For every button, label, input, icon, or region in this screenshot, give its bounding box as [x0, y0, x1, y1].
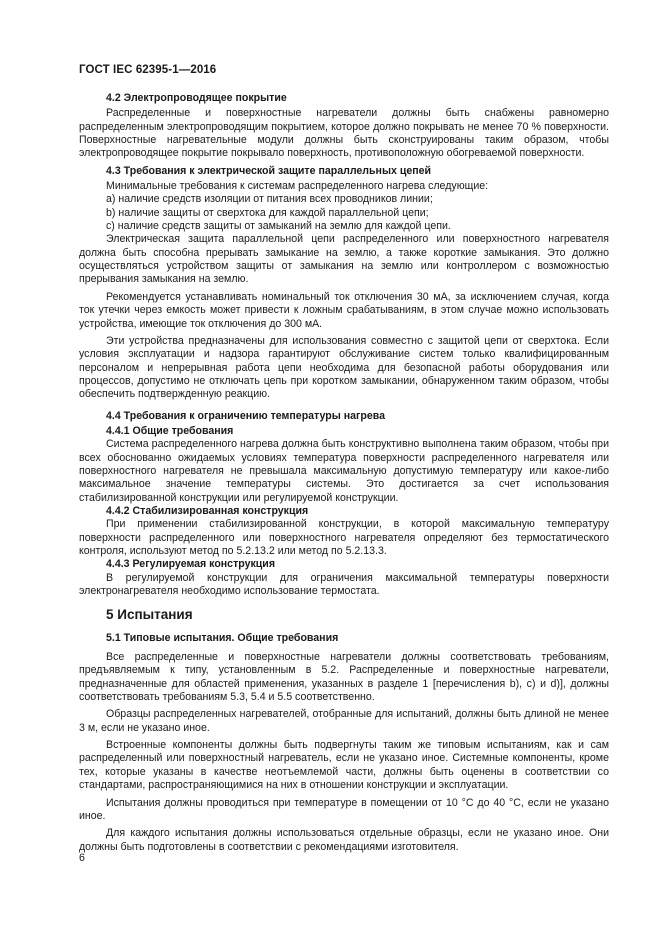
section-4-4-1-heading: 4.4.1 Общие требования: [106, 424, 234, 437]
section-4-4-3-heading: 4.4.3 Регулируемая конструкция: [106, 558, 275, 571]
section-5-1-heading: 5.1 Типовые испытания. Общие требования: [106, 631, 339, 644]
standard-designation: ГОСТ IEC 62395-1—2016: [79, 64, 217, 76]
section-4-4-3-paragraph: В регулируемой конструкции для ограничения максимальной температуры поверхности электронагревателя необходимо использование термостата.: [79, 571, 609, 598]
section-5-heading: 5 Испытания: [106, 607, 193, 623]
list-item-c: c) наличие средств защиты от замыканий на землю для каждой цепи.: [106, 220, 451, 233]
page-body: [79, 92, 609, 854]
section-4-4-heading: 4.4 Требования к ограничению температуры нагрева: [106, 409, 386, 422]
section-4-3-intro: Минимальные требования к системам распределенного нагрева следующие:: [106, 180, 489, 193]
section-5-1-paragraph-4: Испытания должны проводиться при температуре в помещении от 10 °С до 40 °С, если не указано иное.: [79, 796, 609, 822]
section-4-2-paragraph: Распределенные и поверхностные нагреватели должны быть снабжены равномерно распределенным электропроводящим покрытием, которое должно покрывать не менее 70 % поверхности. Поверхностные нагревательные модули должны быть сконструированы таким образом, чтобы электропроводящее покрытие покрывало поверхность, противоположную обогреваемой поверхности.: [79, 107, 609, 160]
section-4-4-2-heading: 4.4.2 Стабилизированная конструкция: [106, 504, 309, 517]
section-5-1-paragraph-5: Для каждого испытания должны использоваться отдельные образцы, если не указано иное. Они должны быть подготовлены в соответствии с рекомендациями изготовителя.: [79, 827, 609, 853]
section-4-3-paragraph-1: Электрическая защита параллельной цепи распределенного или поверхностного нагревателя должна быть способна прерывать замыкание на землю, а также короткие замыкания. Это должно осуществляться устройством защиты от замыкания на землю или контроллером с возможностью прерывания замыкания на землю.: [79, 233, 609, 286]
section-5-1-paragraph-1: Все распределенные и поверхностные нагреватели должны соответствовать требованиям, предъявляемым к типу, установленным в 5.2. Распределенные и поверхностные нагреватели, предназначенные для областей применения, указанных в разделе 1 [перечисления b), c) и d)], должны соответствовать требованиям 5.3, 5.4 и 5.5 соответственно.: [79, 651, 609, 704]
section-4-4-2-paragraph: При применении стабилизированной конструкции, в которой максимальную температуру поверхности распределенного или поверхностного нагревателя определяют без термостатического контроля, используют метод по 5.2.13.2 или метод по 5.2.13.3.: [79, 518, 609, 557]
list-item-b: b) наличие защиты от сверхтока для каждой параллельной цепи;: [106, 206, 429, 219]
section-4-3-paragraph-2: Рекомендуется устанавливать номинальный ток отключения 30 мА, за исключением случая, когда ток утечки через емкость может привести к ложным срабатываниям, в этом случае можно использовать устройства, имеющие ток отключения до 300 мА.: [79, 290, 609, 330]
page-number: 6: [79, 852, 85, 864]
section-4-4-1-paragraph: Система распределенного нагрева должна быть конструктивно выполнена таким образом, чтобы при всех обоснованно ожидаемых условиях температура поверхности распределенного нагревателя или поверхностного нагревателя не превышала максимальную допустимую температуру или какое-либо максимальное значение температуры системы. Это достигается за счет использования стабилизированной конструкции или регулируемой конструкции.: [79, 438, 609, 504]
section-5-1-paragraph-2: Образцы распределенных нагревателей, отобранные для испытаний, должны быть длиной не менее 3 м, если не указано иное.: [79, 708, 609, 734]
section-5-1-paragraph-3: Встроенные компоненты должны быть подвергнуты таким же типовым испытаниям, как и сам распределенный или поверхностный нагреватель, если не указано иное. Системные компоненты, кроме тех, которые указаны в качестве неотъемлемой части, должны быть оценены в соответствии со стандартами, распространяющимися на них в отношении конструкции и эксплуатации.: [79, 739, 609, 792]
section-4-3-paragraph-3: Эти устройства предназначены для использования совместно с защитой цепи от сверхтока. Если условия эксплуатации и надзора гарантируют обслуживание систем только квалифицированным персоналом и непрерывная работа цепи необходима для безопасной работы оборудования или процессов, допустимо не отключать цепь при коротком замыкании, обнаруженном таким образом, чтобы обеспечить подтвержденную реакцию.: [79, 334, 609, 401]
section-4-2-heading: 4.2 Электропроводящее покрытие: [106, 92, 287, 104]
section-4-3-heading: 4.3 Требования к электрической защите параллельных цепей: [106, 164, 432, 177]
list-item-a: a) наличие средств изоляции от питания всех проводников линии;: [106, 193, 433, 206]
